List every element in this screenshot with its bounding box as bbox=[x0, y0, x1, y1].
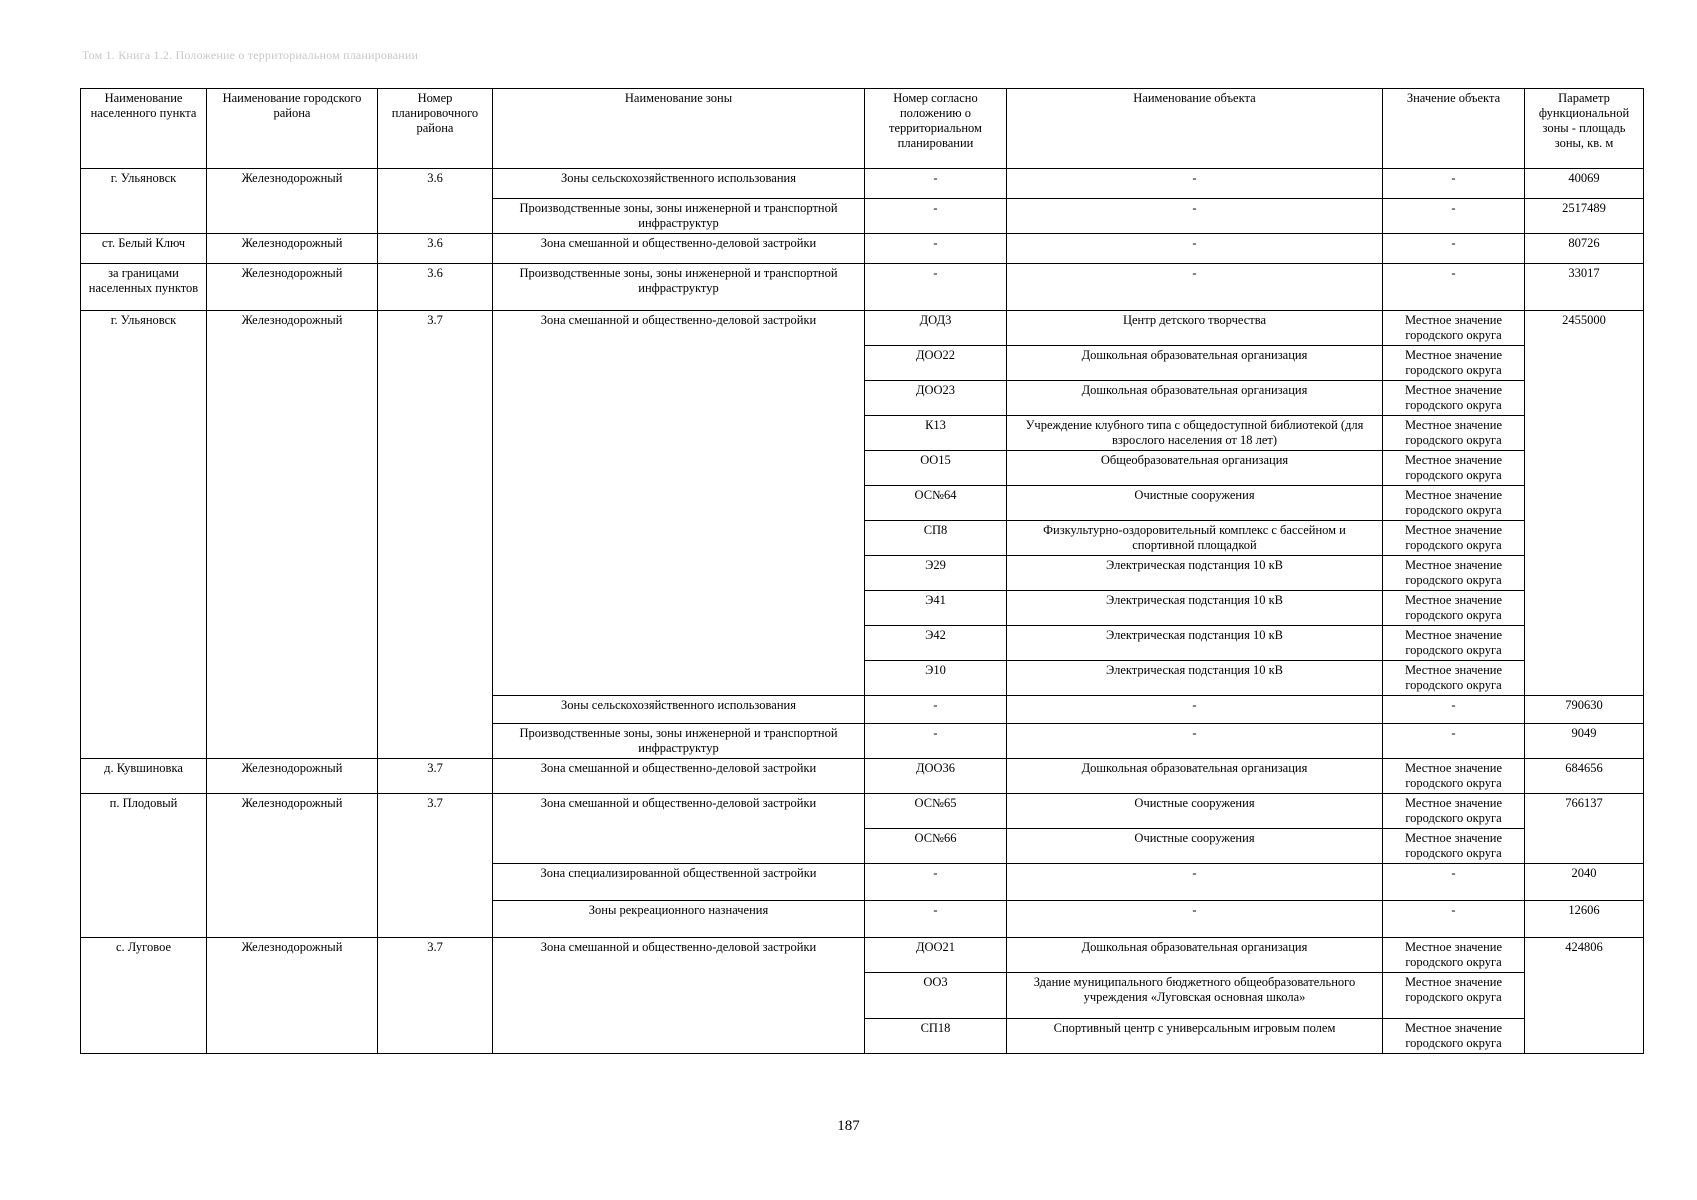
object-number-cell: СП18 bbox=[865, 1019, 1007, 1054]
object-value-cell: Местное значение городского округа bbox=[1383, 1019, 1525, 1054]
object-number-cell: - bbox=[865, 724, 1007, 759]
object-name-cell: Дошкольная образовательная организация bbox=[1007, 938, 1383, 973]
object-value-cell: - bbox=[1383, 234, 1525, 264]
table-header-row bbox=[81, 89, 1644, 169]
header-object-name: Наименование объекта bbox=[1007, 89, 1383, 169]
zone-area-cell: 2040 bbox=[1525, 864, 1644, 901]
object-number-cell: ОО3 bbox=[865, 973, 1007, 1019]
planning-district-cell: 3.7 bbox=[378, 938, 493, 1054]
object-name-cell: Здание муниципального бюджетного общеобразовательного учреждения «Луговская основная школа» bbox=[1007, 973, 1383, 1019]
table-body bbox=[81, 169, 1644, 1054]
header-object-number: Номер согласно положению о территориальном планировании bbox=[865, 89, 1007, 169]
object-number-cell: ОС№66 bbox=[865, 829, 1007, 864]
object-name-cell: Очистные сооружения bbox=[1007, 486, 1383, 521]
header-zone-name: Наименование зоны bbox=[493, 89, 865, 169]
zone-area-cell: 12606 bbox=[1525, 901, 1644, 938]
table-row bbox=[81, 938, 1644, 973]
settlement-cell: ст. Белый Ключ bbox=[81, 234, 207, 264]
object-number-cell: ОО15 bbox=[865, 451, 1007, 486]
object-value-cell: Местное значение городского округа bbox=[1383, 451, 1525, 486]
district-cell: Железнодорожный bbox=[207, 794, 378, 938]
header-settlement: Наименование населенного пункта bbox=[81, 89, 207, 169]
object-number-cell: - bbox=[865, 199, 1007, 234]
object-value-cell: Местное значение городского округа bbox=[1383, 416, 1525, 451]
object-name-cell: Учреждение клубного типа с общедоступной библиотекой (для взрослого населения от 18 лет) bbox=[1007, 416, 1383, 451]
district-cell: Железнодорожный bbox=[207, 234, 378, 264]
header-zone-area: Параметр функциональной зоны - площадь зоны, кв. м bbox=[1525, 89, 1644, 169]
object-value-cell: Местное значение городского округа bbox=[1383, 556, 1525, 591]
object-value-cell: Местное значение городского округа bbox=[1383, 486, 1525, 521]
zone-name-cell: Зоны сельскохозяйственного использования bbox=[493, 169, 865, 199]
object-name-cell: - bbox=[1007, 234, 1383, 264]
zone-name-cell: Зона смешанной и общественно-деловой застройки bbox=[493, 311, 865, 696]
object-name-cell: - bbox=[1007, 169, 1383, 199]
object-number-cell: - bbox=[865, 864, 1007, 901]
object-number-cell: ДОО22 bbox=[865, 346, 1007, 381]
object-value-cell: Местное значение городского округа bbox=[1383, 626, 1525, 661]
object-number-cell: ОС№64 bbox=[865, 486, 1007, 521]
object-name-cell: Дошкольная образовательная организация bbox=[1007, 381, 1383, 416]
object-name-cell: - bbox=[1007, 901, 1383, 938]
zone-name-cell: Зона смешанной и общественно-деловой застройки bbox=[493, 234, 865, 264]
district-cell: Железнодорожный bbox=[207, 311, 378, 759]
object-value-cell: - bbox=[1383, 169, 1525, 199]
object-number-cell: - bbox=[865, 696, 1007, 724]
zone-area-cell: 2455000 bbox=[1525, 311, 1644, 696]
object-number-cell: - bbox=[865, 169, 1007, 199]
object-name-cell: Очистные сооружения bbox=[1007, 794, 1383, 829]
object-value-cell: - bbox=[1383, 724, 1525, 759]
table-row bbox=[81, 311, 1644, 346]
district-cell: Железнодорожный bbox=[207, 169, 378, 234]
object-name-cell: Физкультурно-оздоровительный комплекс с бассейном и спортивной площадкой bbox=[1007, 521, 1383, 556]
object-name-cell: - bbox=[1007, 264, 1383, 311]
object-value-cell: Местное значение городского округа bbox=[1383, 794, 1525, 829]
object-number-cell: Э29 bbox=[865, 556, 1007, 591]
planning-district-cell: 3.6 bbox=[378, 234, 493, 264]
object-name-cell: Электрическая подстанция 10 кВ bbox=[1007, 626, 1383, 661]
object-number-cell: ОС№65 bbox=[865, 794, 1007, 829]
planning-district-cell: 3.7 bbox=[378, 311, 493, 759]
object-name-cell: Дошкольная образовательная организация bbox=[1007, 346, 1383, 381]
zone-name-cell: Производственные зоны, зоны инженерной и транспортной инфраструктур bbox=[493, 264, 865, 311]
object-number-cell: - bbox=[865, 901, 1007, 938]
zone-area-cell: 790630 bbox=[1525, 696, 1644, 724]
object-name-cell: Очистные сооружения bbox=[1007, 829, 1383, 864]
header-planning-district: Номер планировочного района bbox=[378, 89, 493, 169]
header-object-value: Значение объекта bbox=[1383, 89, 1525, 169]
object-name-cell: Центр детского творчества bbox=[1007, 311, 1383, 346]
zones-table bbox=[80, 88, 1644, 1054]
object-number-cell: К13 bbox=[865, 416, 1007, 451]
table-row bbox=[81, 759, 1644, 794]
object-name-cell: Электрическая подстанция 10 кВ bbox=[1007, 661, 1383, 696]
object-number-cell: Э41 bbox=[865, 591, 1007, 626]
object-number-cell: ДОО36 bbox=[865, 759, 1007, 794]
zone-area-cell: 9049 bbox=[1525, 724, 1644, 759]
table-row bbox=[81, 169, 1644, 199]
settlement-cell: с. Луговое bbox=[81, 938, 207, 1054]
settlement-cell: д. Кувшиновка bbox=[81, 759, 207, 794]
settlement-cell: г. Ульяновск bbox=[81, 311, 207, 759]
zone-name-cell: Зоны сельскохозяйственного использования bbox=[493, 696, 865, 724]
planning-district-cell: 3.7 bbox=[378, 759, 493, 794]
planning-district-cell: 3.6 bbox=[378, 264, 493, 311]
object-number-cell: ДОО23 bbox=[865, 381, 1007, 416]
settlement-cell: г. Ульяновск bbox=[81, 169, 207, 234]
table-row bbox=[81, 234, 1644, 264]
object-value-cell: Местное значение городского округа bbox=[1383, 311, 1525, 346]
object-name-cell: Спортивный центр с универсальным игровым полем bbox=[1007, 1019, 1383, 1054]
object-name-cell: - bbox=[1007, 199, 1383, 234]
object-number-cell: - bbox=[865, 234, 1007, 264]
district-cell: Железнодорожный bbox=[207, 938, 378, 1054]
zone-area-cell: 684656 bbox=[1525, 759, 1644, 794]
object-value-cell: - bbox=[1383, 901, 1525, 938]
district-cell: Железнодорожный bbox=[207, 264, 378, 311]
zone-area-cell: 766137 bbox=[1525, 794, 1644, 864]
planning-district-cell: 3.7 bbox=[378, 794, 493, 938]
table-row bbox=[81, 794, 1644, 829]
object-value-cell: Местное значение городского округа bbox=[1383, 381, 1525, 416]
object-name-cell: - bbox=[1007, 864, 1383, 901]
object-name-cell: Дошкольная образовательная организация bbox=[1007, 759, 1383, 794]
object-value-cell: Местное значение городского округа bbox=[1383, 938, 1525, 973]
object-value-cell: - bbox=[1383, 264, 1525, 311]
zone-name-cell: Производственные зоны, зоны инженерной и транспортной инфраструктур bbox=[493, 199, 865, 234]
zone-name-cell: Зона смешанной и общественно-деловой застройки bbox=[493, 938, 865, 1054]
object-number-cell: ДОО21 bbox=[865, 938, 1007, 973]
page-header: Том 1. Книга 1.2. Положение о территориальном планировании bbox=[82, 48, 419, 62]
zone-area-cell: 80726 bbox=[1525, 234, 1644, 264]
object-name-cell: Электрическая подстанция 10 кВ bbox=[1007, 556, 1383, 591]
object-name-cell: Электрическая подстанция 10 кВ bbox=[1007, 591, 1383, 626]
settlement-cell: п. Плодовый bbox=[81, 794, 207, 938]
object-value-cell: Местное значение городского округа bbox=[1383, 591, 1525, 626]
object-value-cell: - bbox=[1383, 696, 1525, 724]
object-value-cell: Местное значение городского округа bbox=[1383, 346, 1525, 381]
zone-name-cell: Зона смешанной и общественно-деловой застройки bbox=[493, 759, 865, 794]
zone-name-cell: Зона специализированной общественной застройки bbox=[493, 864, 865, 901]
zone-area-cell: 2517489 bbox=[1525, 199, 1644, 234]
object-value-cell: Местное значение городского округа bbox=[1383, 521, 1525, 556]
object-value-cell: Местное значение городского округа bbox=[1383, 661, 1525, 696]
header-district: Наименование городского района bbox=[207, 89, 378, 169]
object-name-cell: Общеобразовательная организация bbox=[1007, 451, 1383, 486]
object-number-cell: СП8 bbox=[865, 521, 1007, 556]
zone-name-cell: Производственные зоны, зоны инженерной и транспортной инфраструктур bbox=[493, 724, 865, 759]
object-value-cell: Местное значение городского округа bbox=[1383, 973, 1525, 1019]
object-number-cell: Э10 bbox=[865, 661, 1007, 696]
object-value-cell: - bbox=[1383, 199, 1525, 234]
planning-district-cell: 3.6 bbox=[378, 169, 493, 234]
object-value-cell: Местное значение городского округа bbox=[1383, 829, 1525, 864]
object-number-cell: Э42 bbox=[865, 626, 1007, 661]
object-number-cell: - bbox=[865, 264, 1007, 311]
object-value-cell: - bbox=[1383, 864, 1525, 901]
settlement-cell: за границами населенных пунктов bbox=[81, 264, 207, 311]
zone-area-cell: 424806 bbox=[1525, 938, 1644, 1054]
zone-area-cell: 33017 bbox=[1525, 264, 1644, 311]
object-name-cell: - bbox=[1007, 696, 1383, 724]
object-number-cell: ДОД3 bbox=[865, 311, 1007, 346]
district-cell: Железнодорожный bbox=[207, 759, 378, 794]
object-value-cell: Местное значение городского округа bbox=[1383, 759, 1525, 794]
object-name-cell: - bbox=[1007, 724, 1383, 759]
zone-name-cell: Зоны рекреационного назначения bbox=[493, 901, 865, 938]
zone-name-cell: Зона смешанной и общественно-деловой застройки bbox=[493, 794, 865, 864]
table-row bbox=[81, 264, 1644, 311]
page-number: 187 bbox=[837, 1118, 860, 1134]
zone-area-cell: 40069 bbox=[1525, 169, 1644, 199]
